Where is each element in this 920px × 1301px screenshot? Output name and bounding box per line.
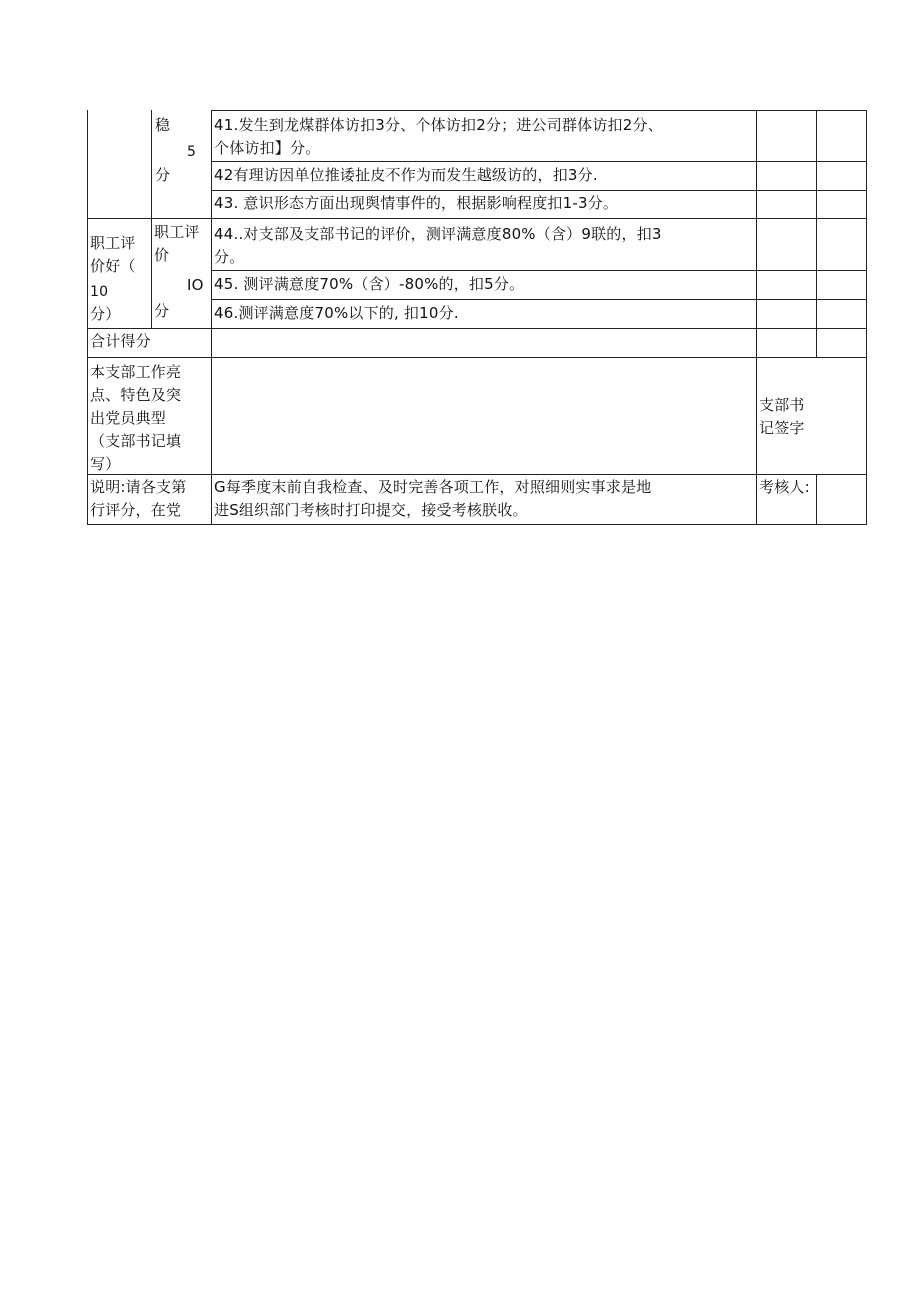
item-43: 43. 意识形态方面出现舆情事件的，根据影响程度扣1-3分。 — [214, 194, 619, 212]
item-42: 42有理访因单位推诿扯皮不作为而发生越级访的，扣3分. — [214, 166, 598, 184]
col-rule — [866, 110, 867, 525]
staff-eval-sub-points: IO — [187, 276, 204, 294]
item-45: 45. 测评满意度70%（含）-80%的，扣5分。 — [214, 275, 525, 293]
row-rule — [87, 218, 867, 219]
note-label: 说明:请各支第 — [90, 478, 187, 496]
item-41-cont: 个体访扣】分。 — [214, 139, 321, 157]
row-rule — [211, 110, 867, 111]
stability-points: 5 — [187, 144, 197, 160]
col-rule — [87, 110, 88, 525]
staff-eval-label: 价好（ — [90, 257, 136, 275]
item-44-cont: 分。 — [214, 248, 245, 266]
row-rule — [211, 299, 867, 300]
highlights-label: （支部书记填 — [90, 432, 182, 450]
note-text: 进S组织部门考核时打印提交，接受考核朕收。 — [214, 501, 528, 519]
row-rule — [211, 190, 867, 191]
note-label: 行评分，在党 — [90, 501, 182, 519]
secretary-signature-label: 支部书 — [759, 396, 805, 414]
highlights-content-field[interactable] — [212, 358, 755, 473]
note-text: G每季度末前自我检查、及时完善各项工作，对照细则实事求是地 — [214, 478, 652, 496]
row-rule — [211, 161, 867, 162]
row-rule — [87, 474, 867, 475]
staff-eval-sub-label: 价 — [154, 246, 170, 264]
reviewer-signature-field[interactable] — [817, 475, 865, 523]
col-rule — [816, 110, 817, 357]
item-44: 44..对支部及支部书记的评价，测评满意度80%（含）9联的，扣3 — [214, 225, 662, 243]
stability-label: 稳 — [155, 116, 171, 134]
highlights-label: 出党员典型 — [90, 409, 167, 427]
col-rule — [151, 110, 152, 328]
secretary-signature-label: 记签字 — [759, 419, 805, 437]
staff-eval-points: 10 — [90, 284, 109, 300]
highlights-label: 写） — [90, 455, 121, 473]
reviewer-label: 考核人: — [759, 478, 810, 496]
staff-eval-sub-label: 职工评 — [154, 223, 200, 241]
row-rule — [87, 524, 867, 525]
staff-eval-sub-unit: 分 — [154, 302, 170, 320]
staff-eval-label: 职工评 — [90, 234, 136, 252]
item-46: 46.测评满意度70%以下的, 扣10分. — [214, 304, 459, 322]
stability-unit: 分 — [155, 166, 171, 184]
highlights-label: 点、特色及突 — [90, 386, 182, 404]
scoring-table — [87, 110, 867, 525]
highlights-label: 本支部工作亮 — [90, 363, 182, 381]
staff-eval-unit: 分） — [90, 305, 121, 323]
item-41: 41.发生到龙煤群体访扣3分、个体访扣2分；进公司群体访扣2分、 — [214, 116, 663, 134]
row-rule — [211, 270, 867, 271]
total-score-label: 合计得分 — [90, 332, 151, 350]
row-rule — [87, 328, 867, 329]
col-rule — [756, 110, 757, 525]
secretary-signature-field[interactable] — [817, 358, 865, 473]
